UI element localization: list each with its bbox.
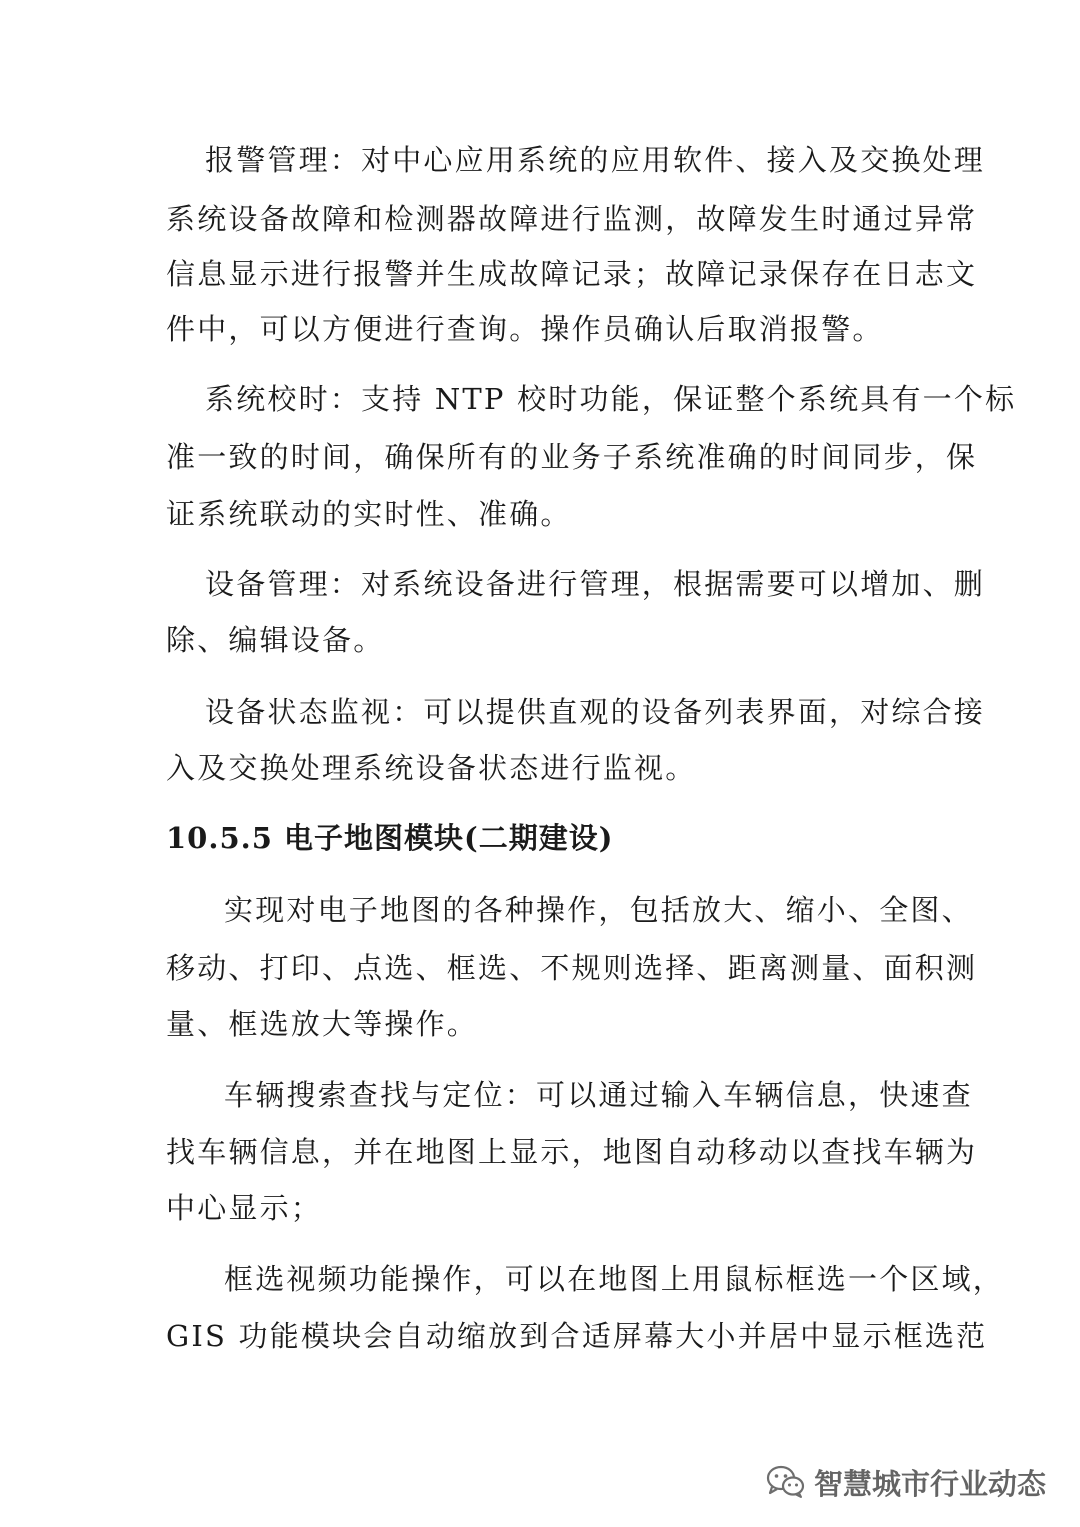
box-video-paragraph-line-1: 框选视频功能操作，可以在地图上用鼠标框选一个区域， — [224, 1262, 1005, 1296]
section-title: 电子地图模块(二期建设) — [284, 821, 614, 855]
alarm-paragraph-line-4: 件中，可以方便进行查询。操作员确认后取消报警。 — [166, 312, 884, 346]
watermark — [766, 1460, 1046, 1504]
device-monitor-paragraph-line-2: 入及交换处理系统设备状态进行监视。 — [166, 751, 697, 785]
wechat-icon — [766, 1465, 806, 1499]
alarm-paragraph-line-2: 系统设备故障和检测器故障进行监测，故障发生时通过异常 — [166, 202, 978, 236]
vehicle-search-paragraph-line-3: 中心显示； — [166, 1191, 323, 1225]
vehicle-search-paragraph-line-2: 找车辆信息，并在地图上显示，地图自动移动以查找车辆为 — [166, 1135, 978, 1169]
time-sync-paragraph-line-3: 证系统联动的实时性、准确。 — [166, 497, 572, 531]
map-ops-paragraph-line-3: 量、框选放大等操作。 — [166, 1007, 479, 1041]
section-heading — [166, 818, 613, 858]
device-mgmt-paragraph-line-2: 除、编辑设备。 — [166, 623, 385, 657]
map-ops-paragraph-line-2: 移动、打印、点选、框选、不规则选择、距离测量、面积测 — [166, 951, 978, 985]
section-number: 10.5.5 — [166, 821, 273, 855]
time-sync-paragraph-line-1: 系统校时：支持 NTP 校时功能，保证整个系统具有一个标 — [205, 382, 1017, 416]
box-video-paragraph-line-2: GIS 功能模块会自动缩放到合适屏幕大小并居中显示框选范 — [166, 1319, 988, 1353]
alarm-paragraph-line-3: 信息显示进行报警并生成故障记录；故障记录保存在日志文 — [166, 257, 978, 291]
watermark-text: 智慧城市行业动态 — [813, 1466, 1046, 1501]
device-monitor-paragraph-line-1: 设备状态监视：可以提供直观的设备列表界面，对综合接 — [205, 695, 986, 729]
map-ops-paragraph-line-1: 实现对电子地图的各种操作，包括放大、缩小、全图、 — [224, 893, 973, 927]
vehicle-search-paragraph-line-1: 车辆搜索查找与定位：可以通过输入车辆信息，快速查 — [224, 1078, 973, 1112]
alarm-paragraph-line-1: 报警管理：对中心应用系统的应用软件、接入及交换处理 — [205, 143, 986, 177]
time-sync-paragraph-line-2: 准一致的时间，确保所有的业务子系统准确的时间同步，保 — [166, 440, 978, 474]
device-mgmt-paragraph-line-1: 设备管理：对系统设备进行管理，根据需要可以增加、删 — [205, 567, 986, 601]
